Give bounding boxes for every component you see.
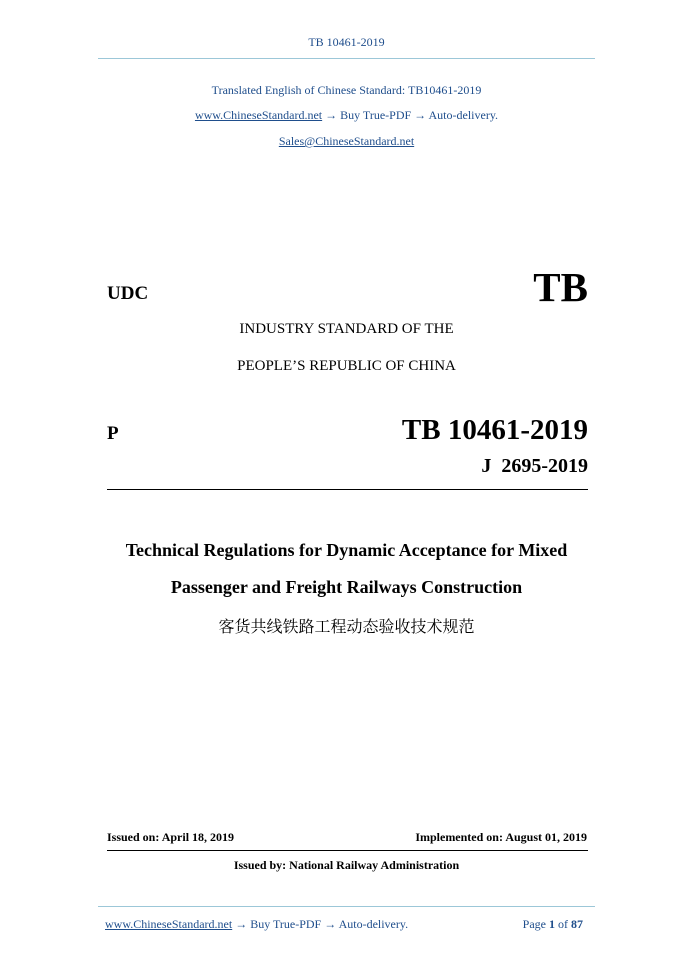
page-word: Page [522, 917, 546, 931]
promo-line [0, 108, 693, 123]
dates-rule [107, 850, 588, 851]
sales-line [0, 134, 693, 149]
sales-email-link[interactable]: Sales@ChineseStandard.net [278, 134, 415, 148]
title-chinese: 客货共线铁路工程动态验收技术规范 [218, 617, 475, 636]
promo-text: → Buy True-PDF → Auto-delivery. [325, 108, 499, 122]
issued-on: Issued on: April 18, 2019 [107, 830, 235, 844]
footer-rule [98, 906, 595, 907]
filing-number: J 2695-2019 [481, 455, 588, 477]
page-of: of [558, 917, 568, 931]
industry-line-2: PEOPLE’S REPUBLIC OF CHINA [237, 358, 456, 374]
issued-by: Issued by: National Railway Administration [233, 858, 460, 872]
title-line-1: Technical Regulations for Dynamic Acceptance for Mixed [125, 540, 568, 560]
p-label: P [107, 423, 119, 444]
header-rule [98, 58, 595, 59]
site-link[interactable]: www.ChineseStandard.net [194, 108, 323, 122]
page-current: 1 [549, 917, 555, 931]
standard-number: TB 10461-2019 [401, 414, 588, 446]
running-title: TB 10461-2019 [308, 35, 385, 49]
footer-site-link[interactable]: www.ChineseStandard.net [105, 917, 233, 931]
classification-rule [107, 489, 588, 490]
translated-line: Translated English of Chinese Standard: TB10461-2019 [211, 83, 482, 97]
implemented-on: Implemented on: August 01, 2019 [415, 830, 587, 844]
udc-label: UDC [107, 283, 149, 304]
page-indicator [523, 917, 583, 932]
title-line-2: Passenger and Freight Railways Construction [170, 577, 523, 597]
tb-logo: TB [533, 264, 588, 310]
page-total: 87 [571, 917, 583, 931]
industry-line-1: INDUSTRY STANDARD OF THE [239, 321, 454, 337]
footer-promo [105, 917, 408, 932]
footer-promo-text: → Buy True-PDF → Auto-delivery. [235, 917, 409, 931]
